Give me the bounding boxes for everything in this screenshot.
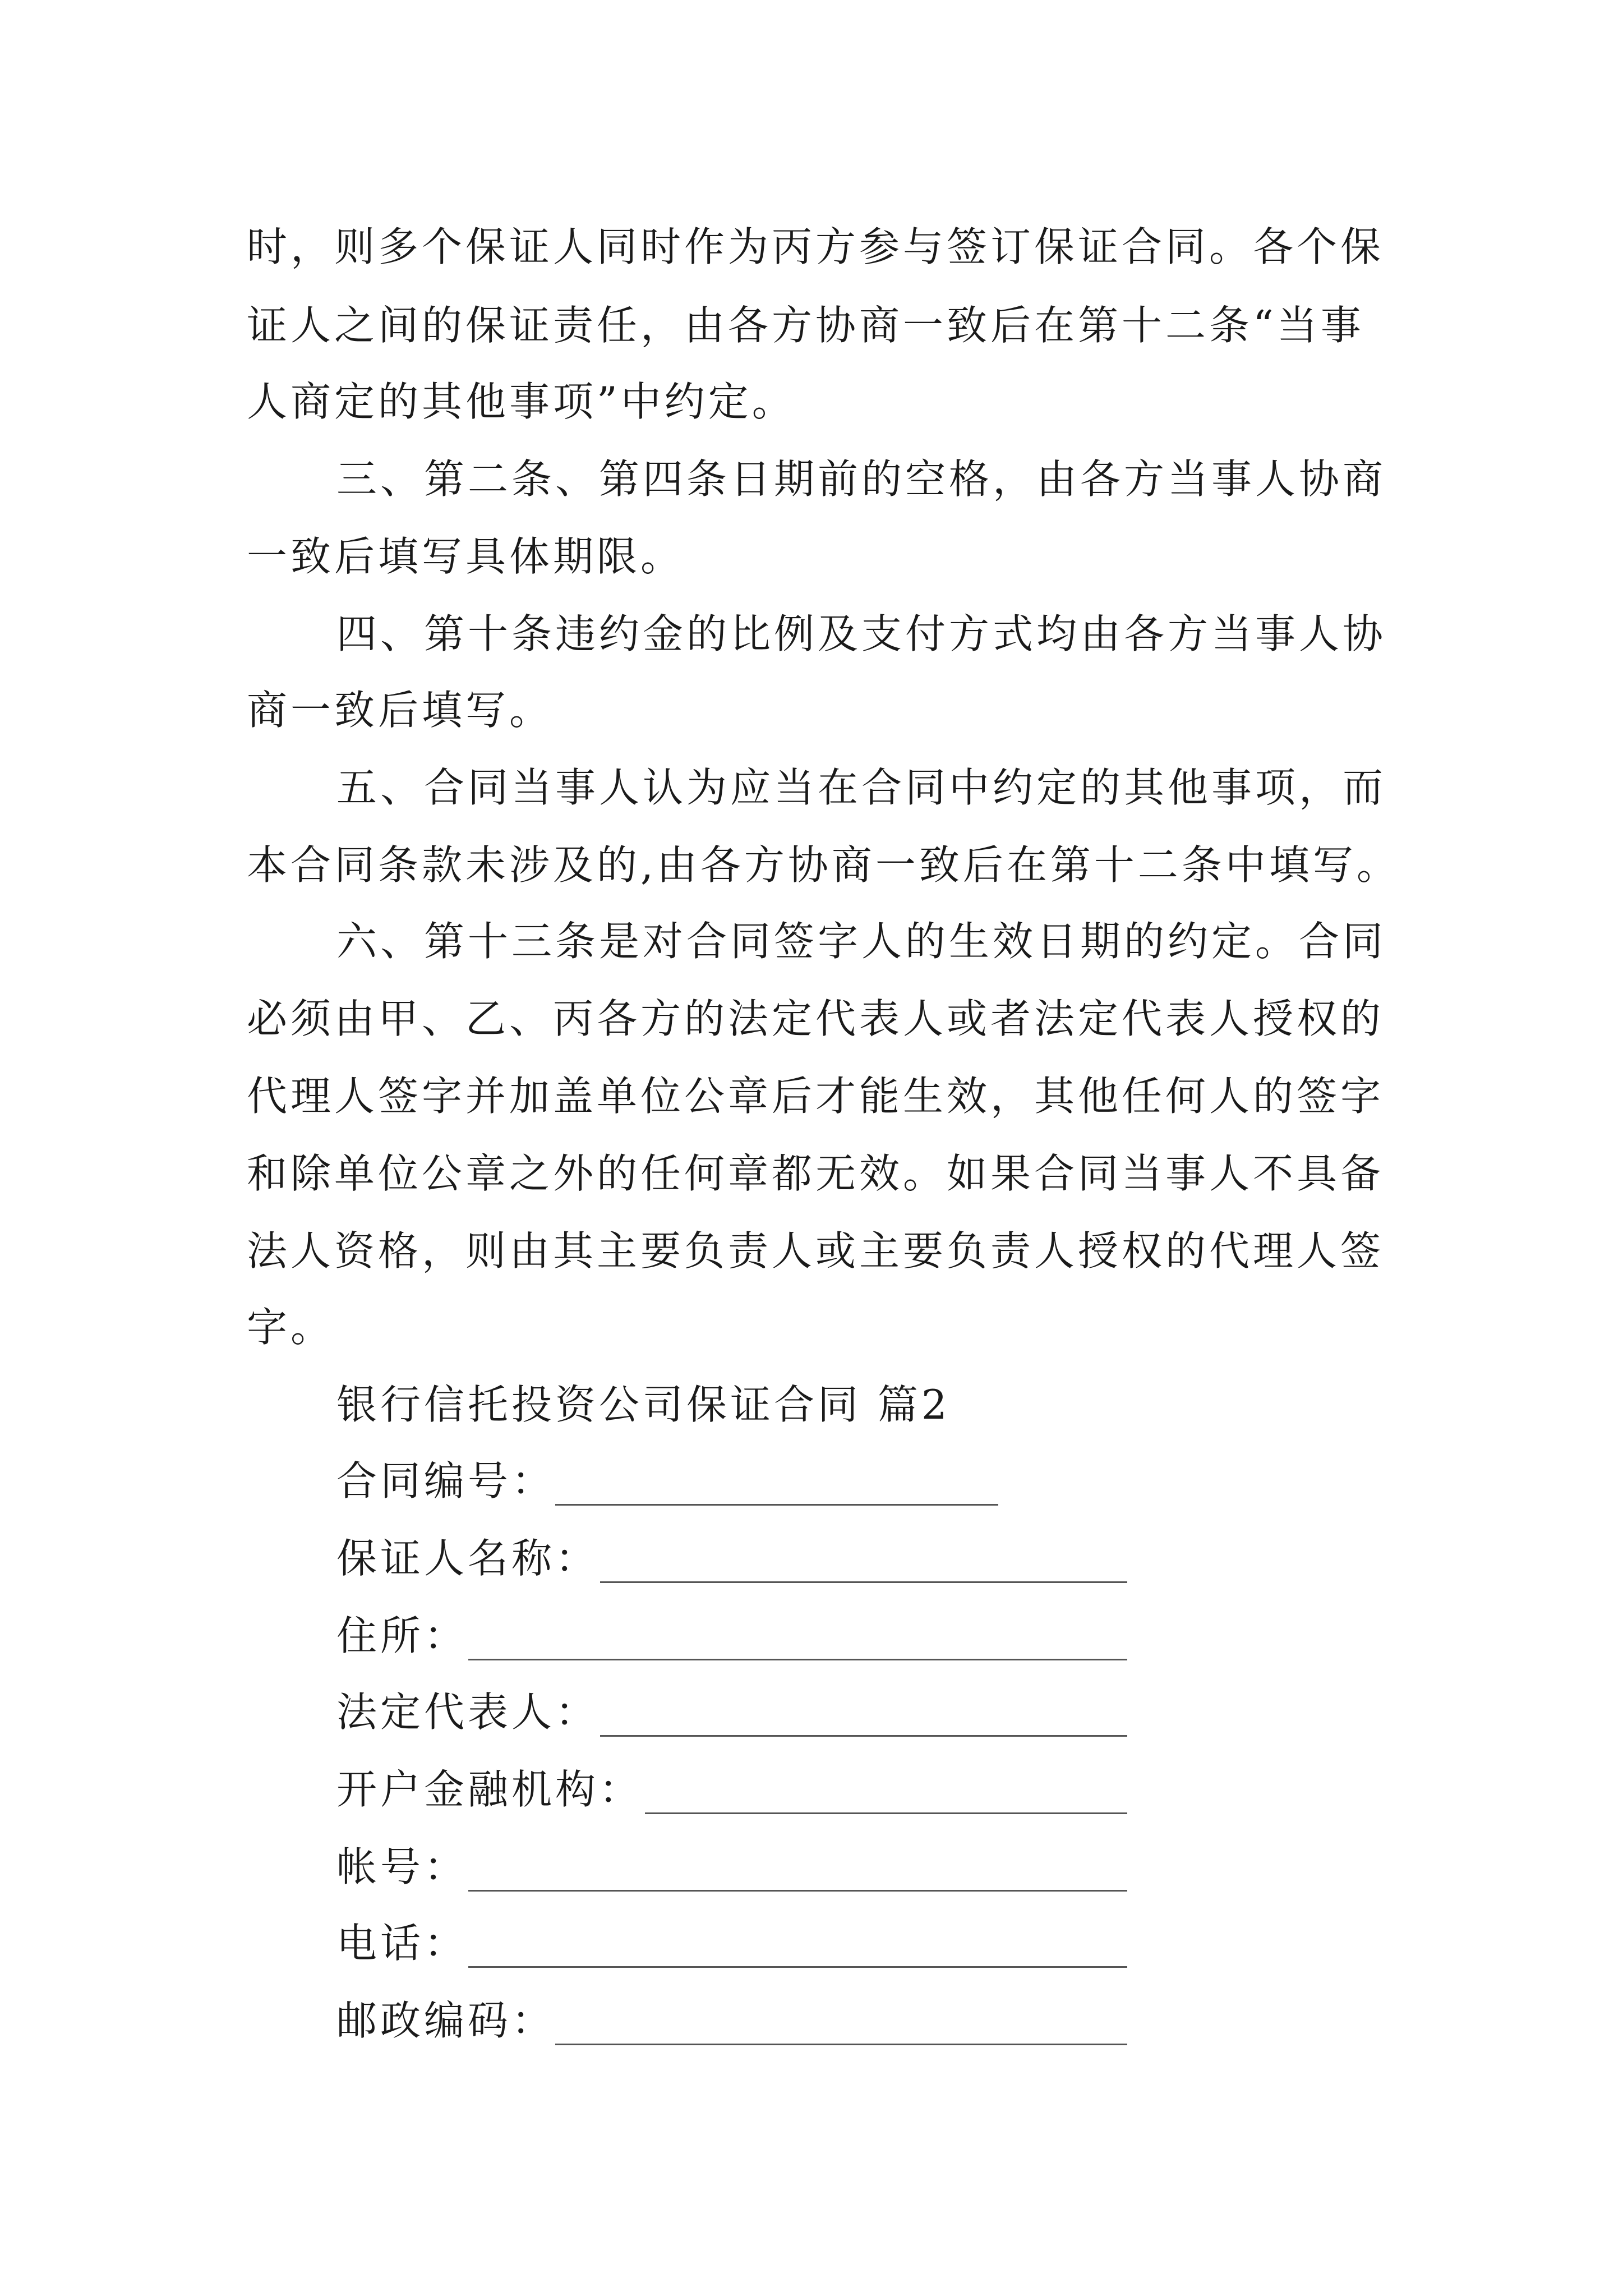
body-line-11: 必须由甲、乙、丙各方的法定代表人或者法定代表人授权的: [247, 995, 1385, 1042]
body-line-13: 和除单位公章之外的任何章都无效。如果合同当事人不具备: [247, 1150, 1385, 1197]
section-title: 银行信托投资公司保证合同 篇2: [336, 1381, 951, 1428]
field-bank-label: 开户金融机构：: [336, 1766, 643, 1813]
body-line-6: 四、第十条违约金的比例及支付方式均由各方当事人协: [336, 610, 1387, 657]
body-line-15: 字。: [247, 1304, 335, 1351]
field-account-blank: [468, 1890, 1127, 1892]
field-phone-blank: [468, 1966, 1127, 1968]
body-line-10: 六、第十三条是对合同签字人的生效日期的约定。合同: [336, 918, 1387, 965]
body-line-14: 法人资格，则由其主要负责人或主要负责人授权的代理人签: [247, 1227, 1385, 1274]
field-address-label: 住所：: [336, 1612, 468, 1659]
field-legal-rep-blank: [600, 1735, 1127, 1737]
body-line-3: 人商定的其他事项”中约定。: [247, 378, 796, 425]
field-legal-rep-label: 法定代表人：: [336, 1688, 600, 1736]
field-bank-blank: [645, 1812, 1127, 1814]
body-line-12: 代理人签字并加盖单位公章后才能生效，其他任何人的签字: [247, 1073, 1385, 1120]
body-line-8: 五、合同当事人认为应当在合同中约定的其他事项，而: [336, 764, 1387, 811]
field-guarantor-name-label: 保证人名称：: [336, 1535, 600, 1582]
field-phone-label: 电话：: [336, 1920, 468, 1967]
field-contract-number-blank: [555, 1504, 998, 1506]
field-address-blank: [468, 1659, 1127, 1660]
body-line-2: 证人之间的保证责任，由各方协商一致后在第十二条“当事: [247, 302, 1364, 349]
body-line-1: 时，则多个保证人同时作为丙方参与签订保证合同。各个保: [247, 223, 1385, 270]
body-line-9: 本合同条款未涉及的,由各方协商一致后在第十二条中填写。: [247, 841, 1400, 889]
body-line-5: 一致后填写具体期限。: [247, 533, 685, 580]
field-postcode-label: 邮政编码：: [336, 1997, 556, 2044]
body-line-4: 三、第二条、第四条日期前的空格，由各方当事人协商: [336, 455, 1387, 503]
field-postcode-blank: [555, 2044, 1127, 2045]
body-line-7: 商一致后填写。: [247, 687, 554, 734]
field-account-label: 帐号：: [336, 1843, 468, 1890]
field-guarantor-name-blank: [600, 1581, 1127, 1583]
field-contract-number-label: 合同编号：: [336, 1457, 556, 1504]
